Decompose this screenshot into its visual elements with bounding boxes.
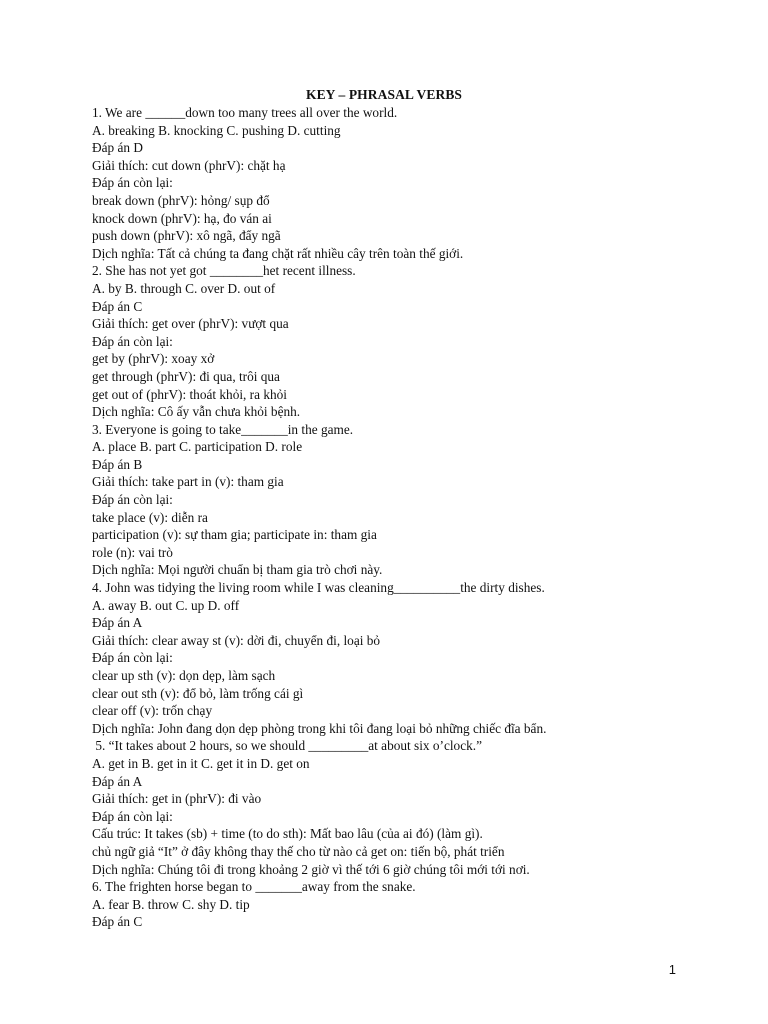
text-line: A. breaking B. knocking C. pushing D. cutting [92, 122, 341, 138]
text-line: clear out sth (v): đổ bỏ, làm trống cái gì [92, 685, 304, 701]
text-line: Giải thích: get over (phrV): vượt qua [92, 316, 289, 332]
text-line: Đáp án còn lại: [92, 808, 173, 824]
text-line: Giải thích: get in (phrV): đi vào [92, 791, 262, 807]
text-line: get by (phrV): xoay xở [92, 351, 215, 367]
text-line: clear up sth (v): dọn dẹp, làm sạch [92, 668, 276, 683]
text-line: Giải thích: take part in (v): tham gia [92, 474, 284, 490]
text-line: A. get in B. get in it C. get it in D. get on [92, 755, 310, 771]
text-line: 4. John was tidying the living room while I was cleaning__________the dirty dishes. [92, 580, 545, 596]
page-number: 1 [668, 962, 676, 977]
text-line: participation (v): sự tham gia; participate in: tham gia [92, 527, 377, 543]
text-line: A. away B. out C. up D. off [92, 597, 240, 613]
text-line: Dịch nghĩa: Cô ấy vẫn chưa khỏi bệnh. [92, 404, 301, 420]
text-line: 2. She has not yet got ________het recent illness. [92, 263, 356, 279]
text-line: Đáp án A [92, 773, 143, 789]
text-line: Dịch nghĩa: Tất cả chúng ta đang chặt rất nhiều cây trên toàn thế giới. [92, 245, 464, 261]
text-line: A. fear B. throw C. shy D. tip [92, 896, 250, 912]
text-line: Dịch nghĩa: Mọi người chuẩn bị tham gia trò chơi này. [92, 562, 383, 578]
text-line: 1. We are ______down too many trees all over the world. [92, 105, 398, 120]
text-line: 5. “It takes about 2 hours, so we should _________at about six o’clock.” [92, 738, 482, 754]
text-line: Đáp án D [92, 140, 143, 156]
text-line: push down (phrV): xô ngã, đẩy ngã [92, 228, 281, 244]
text-line: Giải thích: cut down (phrV): chặt hạ [92, 157, 286, 173]
text-line: knock down (phrV): hạ, đo ván ai [92, 210, 272, 226]
text-line: Đáp án B [92, 456, 143, 472]
text-line: Giải thích: clear away st (v): dời đi, chuyển đi, loại bỏ [92, 632, 381, 648]
text-line: get out of (phrV): thoát khỏi, ra khỏi [92, 386, 287, 402]
document-title: KEY – PHRASAL VERBS [305, 87, 463, 102]
text-line: Đáp án còn lại: [92, 175, 173, 191]
text-line: Đáp án C [92, 298, 143, 314]
text-line: Đáp án còn lại: [92, 492, 173, 508]
text-line: A. by B. through C. over D. out of [92, 280, 276, 296]
text-line: chủ ngữ giả “It” ở đây không thay thế cho từ nào cả get on: tiến bộ, phát triển [92, 843, 505, 859]
text-line: 6. The frighten horse began to _______away from the snake. [92, 879, 416, 895]
text-line: Đáp án còn lại: [92, 650, 173, 666]
text-line: take place (v): diễn ra [92, 509, 208, 525]
text-line: break down (phrV): hỏng/ sụp đổ [92, 192, 270, 208]
text-line: role (n): vai trò [92, 544, 173, 560]
document-body [92, 104, 732, 931]
text-line: Dịch nghĩa: Chúng tôi đi trong khoảng 2 giờ vì thế tới 6 giờ chúng tôi mới tới nơi. [92, 861, 530, 877]
text-line: Dịch nghĩa: John đang dọn dẹp phòng trong khi tôi đang loại bỏ những chiếc đĩa bẩn. [92, 720, 547, 736]
text-line: Đáp án C [92, 914, 143, 930]
text-line: A. place B. part C. participation D. role [92, 439, 303, 455]
text-line: get through (phrV): đi qua, trôi qua [92, 368, 280, 384]
text-line: Đáp án còn lại: [92, 333, 173, 349]
text-line: 3. Everyone is going to take_______in the game. [92, 421, 354, 437]
text-line: Đáp án A [92, 615, 143, 631]
text-line: clear off (v): trốn chạy [92, 703, 213, 719]
text-line: Cấu trúc: It takes (sb) + time (to do sth): Mất bao lâu (của ai đó) (làm gì). [92, 826, 483, 842]
